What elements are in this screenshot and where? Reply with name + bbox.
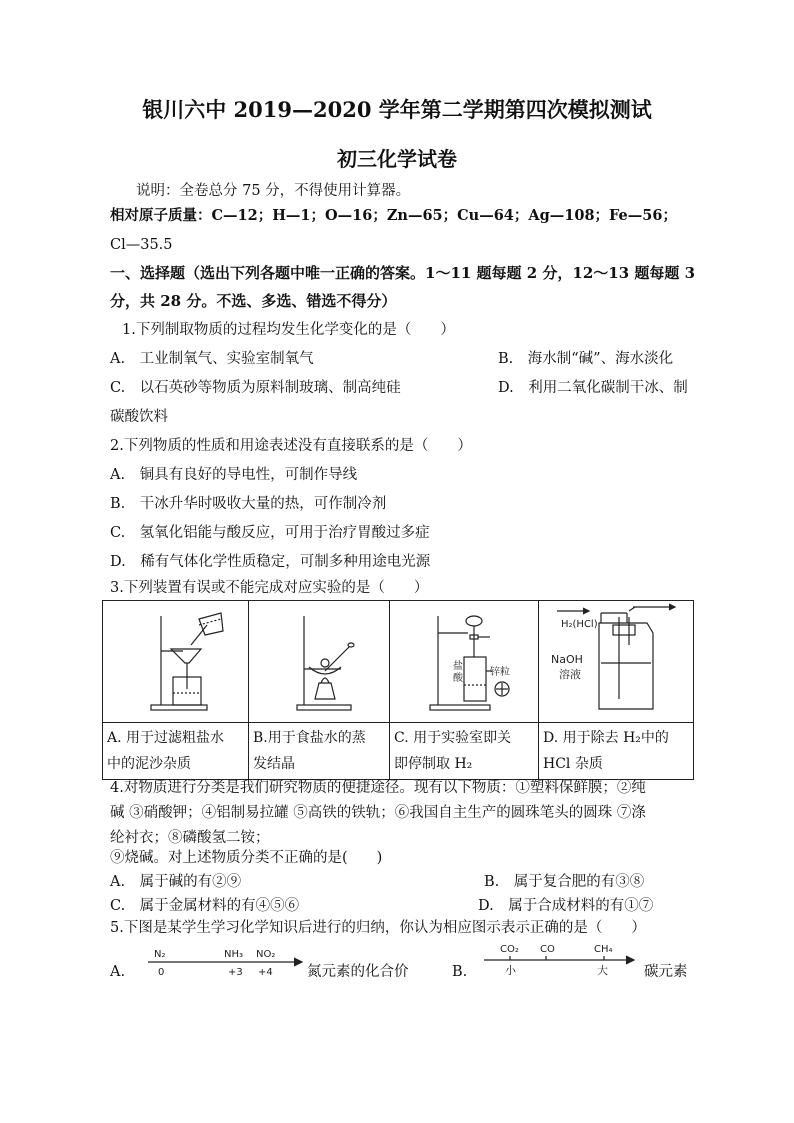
co-label: CO — [540, 944, 555, 955]
q4-line-1: 4.对物质进行分类是我们研究物质的便捷途径。现有以下物质：①塑料保鲜膜；②纯 — [110, 780, 646, 796]
n2-label: N₂ — [154, 949, 166, 960]
q4-option-a: A. 属于碱的有②⑨ — [110, 874, 242, 890]
atomic-mass-line-1: 相对原子质量：C—12；H—1；O—16；Zn—65；Cu—64；Ag—108；Fe—56； — [110, 207, 677, 224]
q3-caption-a: A. 用于过滤粗盐水 中的泥沙杂质 — [103, 723, 249, 780]
small-label: 小 — [505, 964, 516, 977]
value-0-label: 0 — [158, 967, 165, 978]
q3-apparatus-table — [102, 600, 694, 780]
q4-option-d: D. 属于合成材料的有①⑦ — [478, 898, 654, 914]
q1-option-d: D. 利用二氧化碳制干冰、制 — [498, 380, 688, 396]
q3-figure-c — [390, 601, 539, 723]
q3-figure-b — [249, 601, 390, 723]
large-label: 大 — [597, 964, 608, 977]
section-heading-2: 分，共 28 分。不选、多选、错选不得分） — [110, 292, 397, 310]
evaporation-apparatus-figure — [249, 601, 389, 718]
q3-caption-d: D. 用于除去 H₂中的 HCl 杂质 — [539, 723, 694, 780]
q4-line-3: 纶衬衣；⑧磷酸氢二铵； — [110, 830, 270, 846]
q5-option-a-diagram — [140, 944, 310, 980]
solution-label: 溶液 — [559, 668, 581, 681]
q3-stem: 3.下列装置有误或不能完成对应实验的是（ ） — [110, 580, 429, 596]
ch4-label: CH₄ — [594, 944, 613, 955]
q1-option-b: B. 海水制“碱”、海水淡化 — [498, 351, 674, 367]
q5-option-b-desc: 碳元素 — [644, 964, 688, 980]
section-heading-1: 一、选择题（选出下列各题中唯一正确的答案。1～11 题每题 2 分，12～13 题每题 3 — [110, 264, 696, 282]
zinc-label: 锌粒 — [490, 667, 510, 678]
q5-stem: 5.下图是某学生学习化学知识后进行的归纳，你认为相应图示表示正确的是（ ） — [110, 920, 646, 936]
hcl-label-1: 盐 — [453, 661, 463, 672]
q1-stem: 1.下列制取物质的过程均发生化学变化的是（ ） — [122, 322, 455, 338]
q4-line-4: ⑨烧碱。对上述物质分类不正确的是( ) — [110, 850, 383, 866]
q3-figure-a — [103, 601, 249, 723]
q3-caption-b: B.用于食盐水的蒸 发结晶 — [249, 723, 390, 780]
q4-option-c: C. 属于金属材料的有④⑤⑥ — [110, 898, 300, 914]
q1-option-a: A. 工业制氧气、实验室制氧气 — [110, 351, 314, 367]
q2-option-c: C. 氢氧化铝能与酸反应，可用于治疗胃酸过多症 — [110, 525, 430, 541]
co2-label: CO₂ — [500, 944, 519, 955]
q4-option-b: B. 属于复合肥的有③⑧ — [484, 874, 645, 890]
nh3-label: NH₃ — [224, 949, 244, 960]
no2-label: NO₂ — [256, 949, 276, 960]
q4-line-2: 碱 ③硝酸钾；④铝制易拉罐 ⑤高铁的铁轨；⑥我国自主生产的圆珠笔头的圆珠 ⑦涤 — [110, 805, 646, 821]
value-plus4-label: +4 — [258, 967, 273, 978]
q5-option-b-label: B. — [452, 964, 468, 980]
q1-option-c: C. 以石英砂等物质为原料制玻璃、制高纯硅 — [110, 380, 401, 396]
filtration-apparatus-figure — [103, 601, 248, 718]
q3-figure-d — [539, 601, 694, 723]
q5-option-a-label: A. — [110, 964, 126, 980]
exam-subtitle: 初三化学试卷 — [337, 147, 457, 171]
hydrogen-generator-figure — [390, 601, 538, 718]
q2-stem: 2.下列物质的性质和用途表述没有直接联系的是（ ） — [110, 438, 472, 454]
hcl-label-2: 酸 — [453, 673, 463, 684]
exam-note: 说明：全卷总分 75 分，不得使用计算器。 — [136, 183, 411, 199]
q2-option-a: A. 铜具有良好的导电性，可制作导线 — [110, 467, 358, 483]
q5-option-a-desc: 氮元素的化合价 — [307, 964, 409, 980]
q2-option-d: D. 稀有气体化学性质稳定，可制多种用途电光源 — [110, 554, 431, 570]
atomic-mass-line-2: Cl—35.5 — [110, 237, 173, 253]
q1-option-d-cont: 碳酸饮料 — [110, 409, 168, 425]
gas-label: H₂(HCl) — [561, 619, 598, 630]
value-plus3-label: +3 — [228, 967, 243, 978]
naoh-label: NaOH — [551, 653, 583, 666]
q5-option-b-diagram — [480, 940, 644, 980]
q2-option-b: B. 干冰升华时吸收大量的热，可作制冷剂 — [110, 496, 387, 512]
q3-caption-c: C. 用于实验室即关 即停制取 H₂ — [390, 723, 539, 780]
gas-washing-bottle-figure — [539, 601, 693, 718]
exam-title: 银川六中 2019—2020 学年第二学期第四次模拟测试 — [142, 97, 652, 122]
